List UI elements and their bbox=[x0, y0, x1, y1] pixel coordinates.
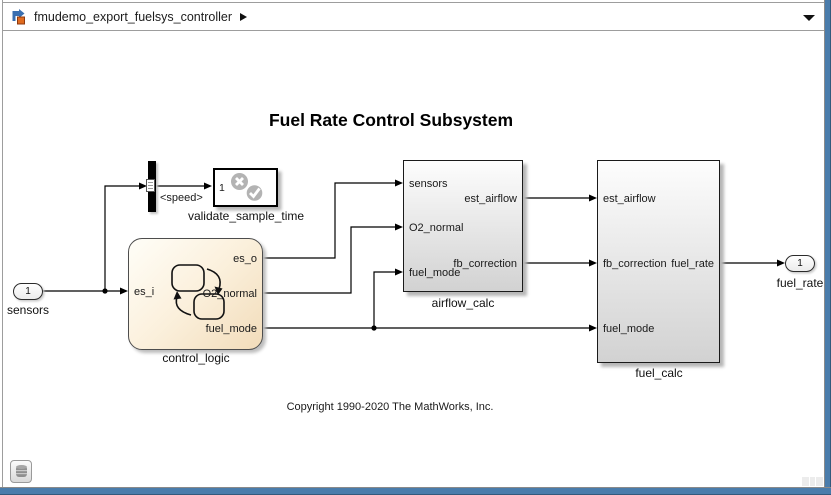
model-browser-toggle-button[interactable] bbox=[10, 460, 32, 483]
copyright-annotation: Copyright 1990-2020 The MathWorks, Inc. bbox=[286, 401, 494, 413]
airflow-calc-block[interactable] bbox=[403, 160, 523, 292]
port-es-i: es_i bbox=[134, 286, 155, 298]
port-o2-normal: O2_normal bbox=[409, 222, 464, 234]
resize-grip[interactable] bbox=[802, 477, 809, 486]
port-number: 1 bbox=[219, 182, 225, 194]
caret-right-icon bbox=[240, 13, 247, 21]
arrowhead bbox=[395, 180, 403, 187]
port-est-airflow: est_airflow bbox=[464, 193, 517, 205]
stack-icon bbox=[15, 464, 28, 479]
arrowhead bbox=[204, 183, 212, 190]
inport-sensors-label: sensors bbox=[6, 303, 50, 317]
port-fuel-mode: fuel_mode bbox=[205, 323, 257, 335]
signal-label-speed: <speed> bbox=[160, 192, 203, 204]
arrowhead bbox=[589, 195, 597, 202]
outport-number: 1 bbox=[797, 258, 803, 269]
control-logic-label: control_logic bbox=[162, 351, 230, 365]
diagram-title: Fuel Rate Control Subsystem bbox=[268, 110, 514, 130]
arrowhead bbox=[589, 260, 597, 267]
port-fuel-rate: fuel_rate bbox=[671, 258, 714, 270]
chevron-down-icon[interactable] bbox=[803, 15, 815, 21]
port-fuel-mode: fuel_mode bbox=[603, 323, 655, 335]
bus-selector-block[interactable] bbox=[148, 161, 156, 212]
port-es-o: es_o bbox=[233, 253, 257, 265]
arrowhead bbox=[777, 260, 785, 267]
bus-selector-icon bbox=[146, 179, 155, 192]
airflow-calc-label: airflow_calc bbox=[431, 296, 495, 310]
validate-sample-time-block[interactable] bbox=[213, 168, 278, 207]
validate-sample-time-label: validate_sample_time bbox=[187, 209, 305, 223]
inport-sensors[interactable] bbox=[13, 283, 43, 300]
wire-o2-normal[interactable] bbox=[263, 227, 401, 293]
port-fb-correction: fb_correction bbox=[453, 258, 517, 270]
port-fb-correction: fb_correction bbox=[603, 258, 667, 270]
arrowhead bbox=[120, 288, 128, 295]
fuel-calc-block[interactable] bbox=[597, 160, 720, 363]
port-fuel-mode: fuel_mode bbox=[409, 267, 461, 279]
arrowhead bbox=[395, 269, 403, 276]
breadcrumb[interactable]: fmudemo_export_fuelsys_controller bbox=[34, 9, 233, 24]
breadcrumb-bar bbox=[3, 2, 824, 31]
inport-number: 1 bbox=[25, 286, 31, 297]
port-o2-normal: O2_normal bbox=[202, 288, 257, 300]
outport-fuel-rate-label: fuel_rate bbox=[776, 276, 824, 290]
simulink-model-icon bbox=[10, 8, 27, 25]
port-est-airflow: est_airflow bbox=[603, 193, 656, 205]
fuel-calc-label: fuel_calc bbox=[635, 366, 683, 380]
control-logic-chart-block[interactable] bbox=[128, 238, 263, 350]
outport-fuel-rate[interactable] bbox=[785, 255, 815, 272]
resize-grip[interactable] bbox=[816, 477, 823, 486]
port-sensors: sensors bbox=[409, 178, 448, 190]
resize-grip[interactable] bbox=[810, 477, 815, 486]
assertion-icons bbox=[215, 170, 275, 204]
wire-fuel-mode-branch[interactable] bbox=[374, 272, 401, 328]
arrowhead bbox=[589, 325, 597, 332]
arrowhead bbox=[395, 224, 403, 231]
